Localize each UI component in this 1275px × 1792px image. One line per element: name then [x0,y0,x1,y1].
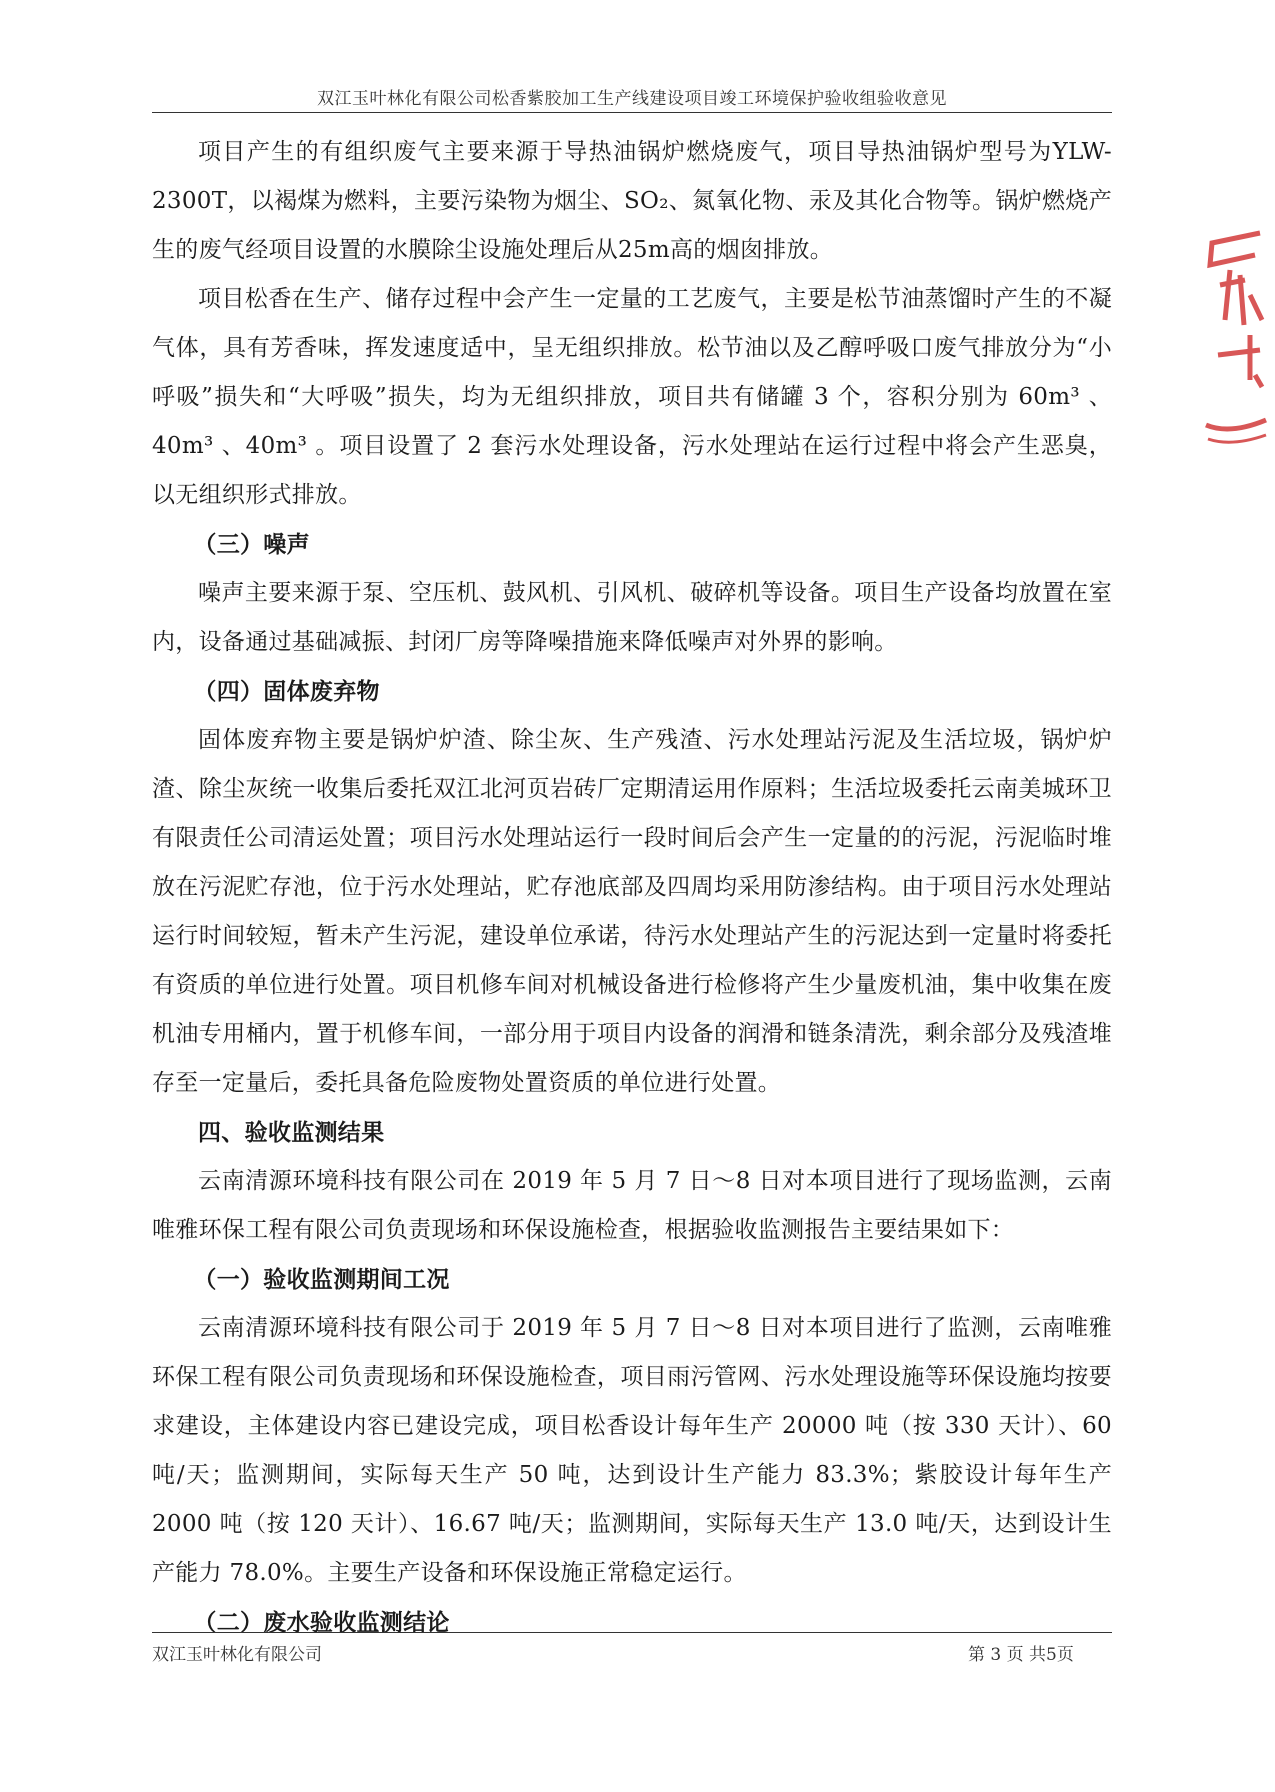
footer-page-number: 第 3 页 共5页 [968,1645,1074,1665]
paragraph-working-conditions: 云南清源环境科技有限公司于 2019 年 5 月 7 日～8 日对本项目进行了监测，云南唯雅环保工程有限公司负责现场和环保设施检查，项目雨污管网、污水处理设施等环保设施均按要求建设，主体建设内容已建设完成，项目松香设计每年生产 20000 吨（按 330 天计）、60 吨/天；监测期间，实际每天生产 50 吨，达到设计生产能力 83.3%；紫胶设计每年生产 2000 吨（按 120 天计）、16.67 吨/天；监测期间，实际每天生产 13.0 吨/天，达到设计生产能力 78.0%。主要生产设备和环保设施正常稳定运行。 [152,1315,1112,1586]
paragraph-organized-exhaust: 项目产生的有组织废气主要来源于导热油锅炉燃烧废气，项目导热油锅炉型号为YLW-2300T，以褐煤为燃料，主要污染物为烟尘、SO₂、氮氧化物、汞及其化合物等。锅炉燃烧产生的废气经项目设置的水膜除尘设施处理后从25m高的烟囱排放。 [152,139,1112,263]
section-heading-working-conditions: （一）验收监测期间工况 [193,1266,450,1293]
section-heading-solid-waste: （四）固体废弃物 [193,678,380,705]
page-header-title: 双江玉叶林化有限公司松香紫胶加工生产线建设项目竣工环境保护验收组验收意见 [317,89,947,109]
header-divider [152,112,1112,113]
paragraph-solid-waste: 固体废弃物主要是锅炉炉渣、除尘灰、生产残渣、污水处理站污泥及生活垃圾，锅炉炉渣、除尘灰统一收集后委托双江北河页岩砖厂定期清运用作原料；生活垃圾委托云南美城环卫有限责任公司清运处置；项目污水处理站运行一段时间后会产生一定量的的污泥，污泥临时堆放在污泥贮存池，位于污水处理站，贮存池底部及四周均采用防渗结构。由于项目污水处理站运行时间较短，暂未产生污泥，建设单位承诺，待污水处理站产生的污泥达到一定量时将委托有资质的单位进行处置。项目机修车间对机械设备进行检修将产生少量废机油，集中收集在废机油专用桶内，置于机修车间，一部分用于项目内设备的润滑和链条清洗，剩余部分及残渣堆存至一定量后，委托具备危险废物处置资质的单位进行处置。 [152,727,1112,1096]
section-heading-noise: （三）噪声 [193,531,310,558]
seal-stamp-fragment [1200,225,1270,465]
section-heading-monitoring-results: 四、验收监测结果 [198,1119,385,1146]
paragraph-monitoring-intro: 云南清源环境科技有限公司在 2019 年 5 月 7 日～8 日对本项目进行了现场监测，云南唯雅环保工程有限公司负责现场和环保设施检查，根据验收监测报告主要结果如下： [152,1168,1112,1243]
paragraph-process-exhaust: 项目松香在生产、储存过程中会产生一定量的工艺废气，主要是松节油蒸馏时产生的不凝气体，具有芳香味，挥发速度适中，呈无组织排放。松节油以及乙醇呼吸口废气排放分为“小呼吸”损失和“大呼吸”损失，均为无组织排放，项目共有储罐 3 个，容积分别为 60m³ 、40m³ 、40m³ 。项目设置了 2 套污水处理设备，污水处理站在运行过程中将会产生恶臭，以无组织形式排放。 [152,286,1112,508]
document-body [152,128,1112,1647]
footer-company: 双江玉叶林化有限公司 [152,1645,322,1665]
section-heading-wastewater: （二）废水验收监测结论 [193,1609,450,1636]
footer-divider [152,1632,1112,1633]
paragraph-noise: 噪声主要来源于泵、空压机、鼓风机、引风机、破碎机等设备。项目生产设备均放置在室内，设备通过基础减振、封闭厂房等降噪措施来降低噪声对外界的影响。 [152,580,1112,655]
